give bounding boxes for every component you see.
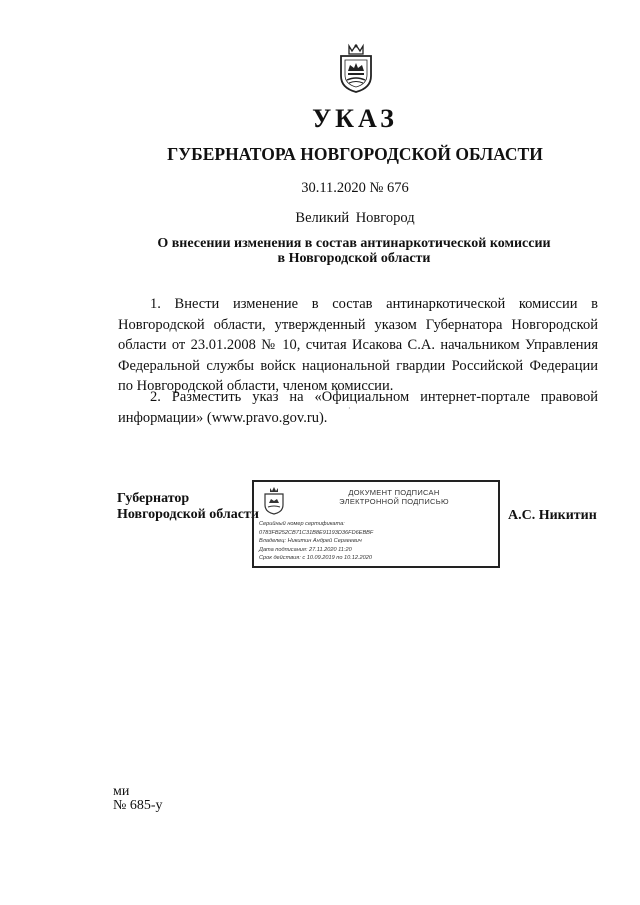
stamp-heading-line-2: ЭЛЕКТРОННОЙ ПОДПИСЬЮ [339,497,449,506]
decree-subject [0,236,640,266]
registration-mark [113,785,163,813]
signatory-position-line-1: Губернатор [117,491,190,506]
decree-subject-line-1: О внесении изменения в состав антинаркотической комиссии [157,236,551,251]
scan-speck: · [348,404,351,413]
signatory-name: А.С. Никитин [508,508,597,523]
paragraph-1: 1. Внести изменение в состав антинаркотической комиссии в Новгородской области, утвержденный указом Губернатора Новгородской области от 23.01.2008 № 10, считая Исакова С.А. начальником Управления Федеральной службы войск национальной гвардии Российской Федерации по Новгородской области, членом комиссии. [118,296,598,394]
issuer-title: ГУБЕРНАТОРА НОВГОРОДСКОЙ ОБЛАСТИ [167,144,543,164]
date-and-number: 30.11.2020 № 676 [301,180,409,196]
electronic-signature-stamp [252,480,500,568]
stamp-heading [294,488,494,506]
document-type-title: УКАЗ [312,104,398,133]
coat-of-arms-icon [262,486,286,516]
stamp-validity: Срок действия: с 10.09.2019 по 10.12.2020 [259,555,372,561]
stamp-serial-label: Серийный номер сертификата: [259,521,345,527]
stamp-details [259,520,373,563]
stamp-heading-line-1: ДОКУМЕНТ ПОДПИСАН [348,488,440,497]
stamp-serial: 0783FB252CB71C31B8E91193D36FD6EBBF [259,529,374,536]
signatory-position-line-2: Новгородской области [117,507,259,522]
coat-of-arms-icon [335,42,377,94]
registration-number: № 685-у [113,798,163,813]
stamp-sign-date: Дата подписания: 27.11.2020 11:20 [259,546,352,553]
decree-subject-line-2: в Новгородской области [277,251,431,266]
paragraph-2: 2. Разместить указ на «Официальном интернет-портале правовой информации» (www.pravo.gov.ru). [118,389,598,426]
place-of-issue: Великий Новгород [295,210,415,226]
stamp-owner: Владелец: Никитин Андрей Сергеевич [259,538,362,544]
executor-initials: ми [113,784,130,799]
signatory-position [117,491,259,523]
